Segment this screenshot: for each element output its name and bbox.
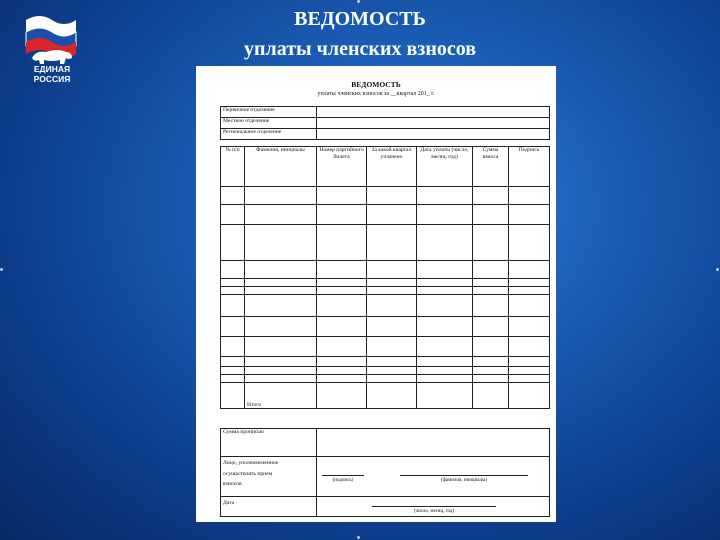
- document-sheet: [196, 66, 556, 522]
- name-caption: (фамилия, инициалы): [440, 478, 488, 483]
- table-row: [221, 187, 550, 205]
- header-fields-table: [220, 106, 550, 140]
- date-caption: (число, месяц, год): [413, 509, 455, 514]
- logo-text-line1: ЕДИНАЯ: [33, 64, 71, 74]
- document-subheading: уплаты членских взносов за __квартал 201_ г.: [317, 91, 435, 97]
- sum-in-words-value: [317, 429, 550, 457]
- table-row: [221, 357, 550, 367]
- slide-title: ВЕДОМОСТЬ: [294, 8, 426, 30]
- table-row: [221, 261, 550, 279]
- table-row: [221, 279, 550, 287]
- payments-table: [220, 146, 550, 409]
- table-row: [221, 317, 550, 337]
- document-heading: ВЕДОМОСТЬ: [351, 80, 401, 89]
- table-row: [221, 367, 550, 375]
- total-row: [221, 383, 550, 409]
- authorized-line2: осуществлять прием: [223, 470, 273, 477]
- date-label: Дата: [221, 497, 317, 517]
- table-row: [221, 205, 550, 225]
- column-header: Сумма взноса: [473, 147, 509, 187]
- edge-dot: [716, 268, 719, 271]
- table-row: [221, 225, 550, 261]
- field-regional-branch-value: [317, 129, 550, 140]
- column-header: Номер партийного билета: [317, 147, 367, 187]
- table-row: [221, 287, 550, 295]
- table-row: [221, 337, 550, 357]
- column-header: Подпись: [509, 147, 550, 187]
- field-primary-branch-value: [317, 107, 550, 118]
- table-header-row: [221, 147, 550, 187]
- column-header: Дата уплаты (число, месяц, год): [417, 147, 473, 187]
- logo-text-line2: РОССИЯ: [33, 74, 71, 84]
- edge-dot: [0, 268, 3, 271]
- column-header: Фамилия, инициалы: [245, 147, 317, 187]
- column-header: За какой квартал уплачено: [367, 147, 417, 187]
- authorized-line1: Лицо, уполномоченное: [223, 460, 279, 466]
- signature-caption: (подпись): [332, 478, 354, 483]
- column-header: № п/п: [221, 147, 245, 187]
- edge-dot: [357, 536, 360, 539]
- authorized-person-value: [317, 457, 550, 497]
- footer-table: [220, 428, 550, 517]
- signature-line: [322, 475, 364, 476]
- table-row: [221, 295, 550, 317]
- sum-in-words-label: Сумма прописью: [221, 429, 317, 457]
- date-line: [372, 506, 496, 507]
- field-primary-branch: Первичное отделение: [221, 107, 317, 118]
- authorized-person-label: [221, 457, 317, 497]
- authorized-line3: взносов: [223, 481, 242, 487]
- logo-text: [22, 64, 82, 84]
- edge-dot: [357, 0, 360, 3]
- field-local-branch: Местное отделение: [221, 118, 317, 129]
- total-label: Итого: [245, 383, 317, 409]
- table-row: [221, 375, 550, 383]
- name-line: [400, 475, 528, 476]
- slide-subtitle: уплаты членских взносов: [243, 38, 477, 60]
- field-regional-branch: Региональное отделение: [221, 129, 317, 140]
- field-local-branch-value: [317, 118, 550, 129]
